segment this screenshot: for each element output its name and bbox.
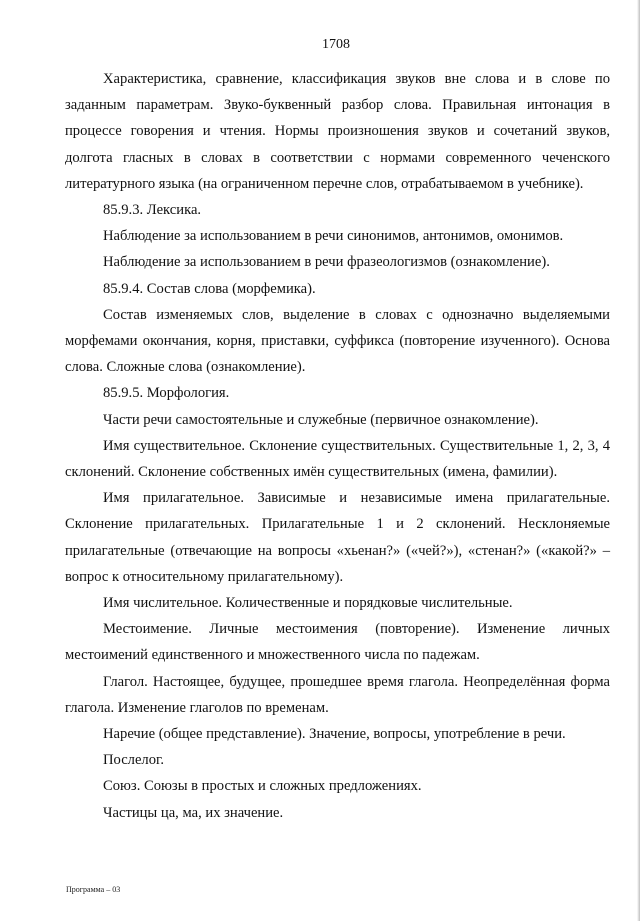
paragraph-numeral: Имя числительное. Количественные и порядковые числительные. <box>103 595 513 612</box>
paragraph-adverb: Наречие (общее представление). Значение, вопросы, употребление в речи. <box>103 726 566 743</box>
paragraph-particles: Частицы ца, ма, их значение. <box>103 804 284 821</box>
paragraph-postposition: Послелог. <box>103 752 165 769</box>
section-heading-lexicon: 85.9.3. Лексика. <box>103 202 202 219</box>
paragraph-word-composition: Состав изменяемых слов, выделение в словах с однозначно выделяемыми морфемами окончания, корня, приставки, суффикса (повторение изученного). Основа слова. Сложные слова (ознакомление). <box>65 306 610 376</box>
paragraph-pronoun: Местоимение. Личные местоимения (повторение). Изменение личных местоимений единственного и множественного числа по падежам. <box>65 621 610 664</box>
paragraph-parts-of-speech: Части речи самостоятельные и служебные (первичное ознакомление). <box>103 411 539 428</box>
paragraph-synonyms: Наблюдение за использованием в речи синонимов, антонимов, омонимов. <box>103 228 564 245</box>
paragraph-phonetics: Характеристика, сравнение, классификация звуков вне слова и в слове по заданным параметрам. Звуко-буквенный разбор слова. Правильная интонация в процессе говорения и чтения. Нормы произношения звуков и сочетаний звуков, долгота гласных в словах в соответствии с нормами современного чеченского литературного языка (на ограниченном перечне слов, отрабатываемом в учебнике). <box>65 71 610 192</box>
section-heading-morphemics: 85.9.4. Состав слова (морфемика). <box>103 280 316 297</box>
paragraph-phraseology: Наблюдение за использованием в речи фразеологизмов (ознакомление). <box>103 254 550 271</box>
document-body <box>65 66 610 826</box>
paragraph-adjective: Имя прилагательное. Зависимые и независимые имена прилагательные. Склонение прилагательных. Прилагательные 1 и 2 склонений. Несклоняемые прилагательные (отвечающие на вопросы «хьенан?» («чей?»), «стенан?» («какой?» – вопрос к относительному прилагательному). <box>65 490 610 585</box>
page-number: 1708 <box>322 37 350 52</box>
paragraph-verb: Глагол. Настоящее, будущее, прошедшее время глагола. Неопределённая форма глагола. Изменение глаголов по временам. <box>65 673 610 716</box>
page-footer: Программа – 03 <box>66 885 121 894</box>
paragraph-noun: Имя существительное. Склонение существительных. Существительные 1, 2, 3, 4 склонений. Склонение собственных имён существительных (имена, фамилии). <box>65 437 610 481</box>
section-heading-morphology: 85.9.5. Морфология. <box>103 385 230 402</box>
paragraph-conjunction: Союз. Союзы в простых и сложных предложениях. <box>103 778 422 795</box>
